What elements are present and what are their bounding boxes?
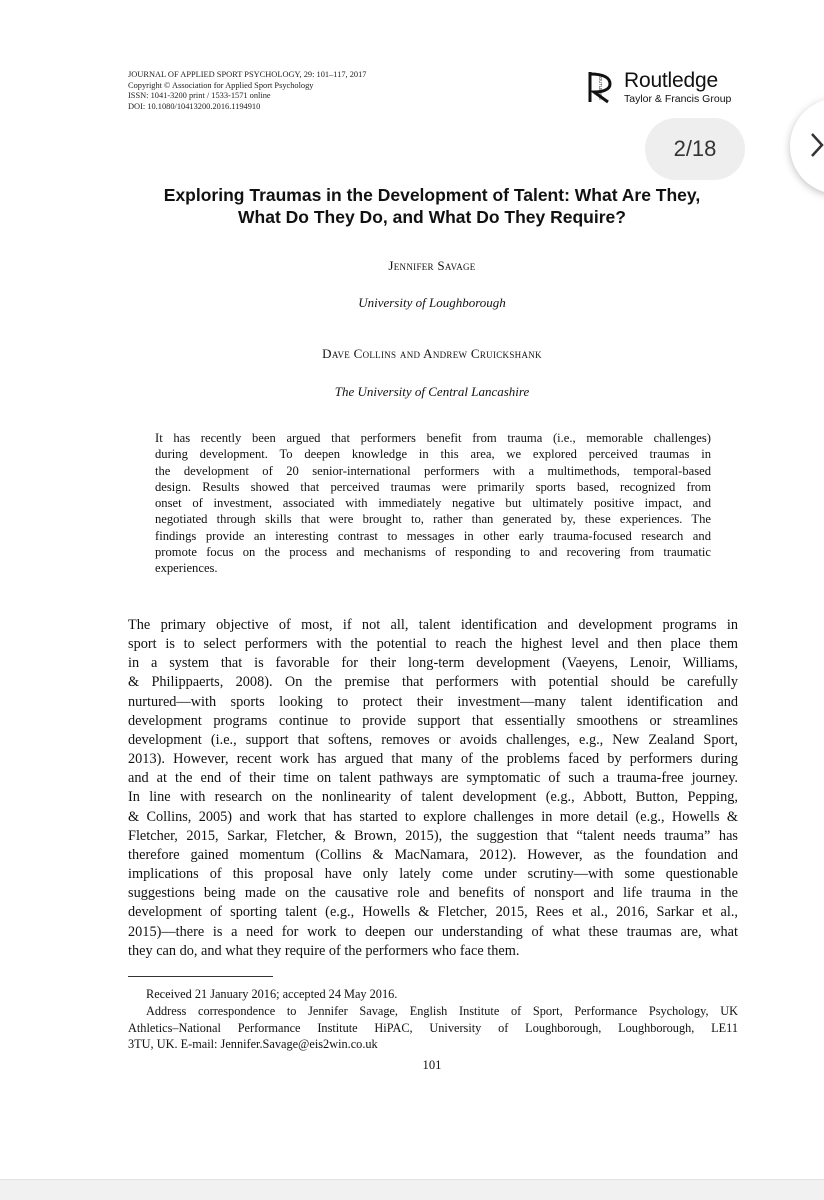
body-line: implications of this proposal have only lately come under scrutiny—with some questionable (128, 866, 738, 883)
body-line: In line with research on the nonlinearity of talent development (e.g., Abbott, Button, Pepping, (128, 789, 738, 806)
footnote-address-line: 3TU, UK. E-mail: Jennifer.Savage@eis2win.co.uk (128, 1037, 378, 1052)
body-line: and at the end of their time on talent pathways are symptomatic of such a trauma-free journey. (128, 770, 738, 787)
body-line: & Philippaerts, 2008). On the premise that performers with potential should be carefully (128, 674, 738, 691)
viewer-bottom-bar (0, 1179, 824, 1200)
author-names: Dave Collins and Andrew Cruickshank (322, 346, 542, 361)
body-line: therefore gained momentum (Collins & MacNamara, 2012). However, as the foundation and (128, 846, 738, 863)
title-line: What Do They Do, and What Do They Require? (238, 207, 626, 227)
footnote-received: Received 21 January 2016; accepted 24 May 2016. (146, 987, 398, 1001)
page-indicator: 2/18 (645, 118, 745, 180)
abstract-line: It has recently been argued that performers benefit from trauma (i.e., memorable challenges) (155, 431, 711, 445)
abstract-line: promote focus on the process and mechanisms of responding to and recovering from traumatic (155, 545, 711, 560)
journal-citation: JOURNAL OF APPLIED SPORT PSYCHOLOGY, 29: 101–117, 2017 (128, 70, 367, 79)
body-line: nurtured—with sports looking to protect their investment—many talent identification and (128, 693, 738, 710)
author-affiliation: University of Loughborough (358, 295, 506, 310)
publisher-group: Taylor & Francis Group (624, 93, 732, 105)
footnote (128, 986, 738, 1053)
body-line: The primary objective of most, if not all, talent identification and development programs in (128, 617, 738, 633)
footnote-address-line: Address correspondence to Jennifer Savage, English Institute of Sport, Performance Psychology, UK (146, 1003, 738, 1018)
footnote-address-line: Athletics–National Performance Institute HiPAC, University of Loughborough, Loughborough, LE11 (128, 1020, 738, 1035)
next-page-button[interactable] (790, 98, 824, 194)
body-paragraph (128, 616, 738, 961)
publisher-text (624, 70, 731, 105)
logo-vertical-text: ROUTLEDGE (598, 73, 603, 101)
body-line: development of sporting talent (e.g., Howells & Fletcher, 2015, Rees et al., 2016, Sarkar et al., (128, 904, 738, 921)
journal-issn: ISSN: 1041-3200 print / 1533-1571 online (128, 91, 271, 101)
abstract (155, 430, 711, 577)
journal-copyright: Copyright © Association for Applied Sport Psychology (128, 80, 314, 90)
abstract-line: during development. To deepen knowledge in this area, we explored perceived traumas in (155, 447, 711, 462)
abstract-line: negotiated through skills that were brought to, rather than generated by, these experiences. The (155, 512, 711, 527)
body-line: Fletcher, 2015, Sarkar, Fletcher, & Brown, 2015), the suggestion that “talent needs trauma” has (128, 827, 738, 844)
abstract-line: experiences. (155, 561, 218, 576)
title-line: Exploring Traumas in the Development of Talent: What Are They, (163, 185, 701, 205)
body-line: 2013). However, recent work has argued that many of the problems faced by performers during (128, 751, 738, 768)
article-title (100, 184, 764, 228)
abstract-line: findings provide an interesting contrast to messages in other early trauma-focused research and (155, 528, 711, 543)
footnote-divider (128, 976, 273, 977)
body-line: & Collins, 2005) and work that has started to explore challenges in more detail (e.g., Howells & (128, 808, 738, 825)
journal-doi: DOI: 10.1080/10413200.2016.1194910 (128, 101, 261, 111)
body-line: they can do, and what they require of the performers who face them. (128, 942, 520, 959)
journal-meta (128, 70, 366, 112)
abstract-line: the development of 20 senior-international performers with a multimethods, temporal-based (155, 463, 711, 478)
body-line: in a system that is favorable for their long-term development (Vaeyens, Lenoir, Williams, (128, 655, 738, 672)
abstract-line: onset of investment, associated with immediately negative but ultimately positive impact, and (155, 496, 711, 511)
publisher-name: Routledge (624, 69, 718, 92)
abstract-line: design. Results showed that perceived traumas were primarily sports based, recognized from (155, 479, 711, 494)
page-number: 101 (422, 1058, 442, 1072)
author-affiliation: The University of Central Lancashire (334, 384, 530, 399)
publisher-logo (584, 70, 731, 105)
author-name: Jennifer Savage (388, 258, 476, 273)
body-line: 2015)—there is a need for work to deepen our understanding of what these traumas are, what (128, 923, 738, 940)
body-line: suggestions being made on the causative role and benefits of nonsport and life trauma in the (128, 885, 738, 902)
routledge-logo-icon (584, 70, 616, 104)
body-line: development (i.e., support that softens, removes or avoids challenges, e.g., New Zealand Sport, (128, 731, 738, 748)
chevron-right-icon (810, 132, 824, 158)
body-line: sport is to select performers with the potential to reach the highest level and then place them (128, 636, 738, 653)
body-line: development programs continue to provide support that essentially smoothens or streamlines (128, 712, 738, 729)
